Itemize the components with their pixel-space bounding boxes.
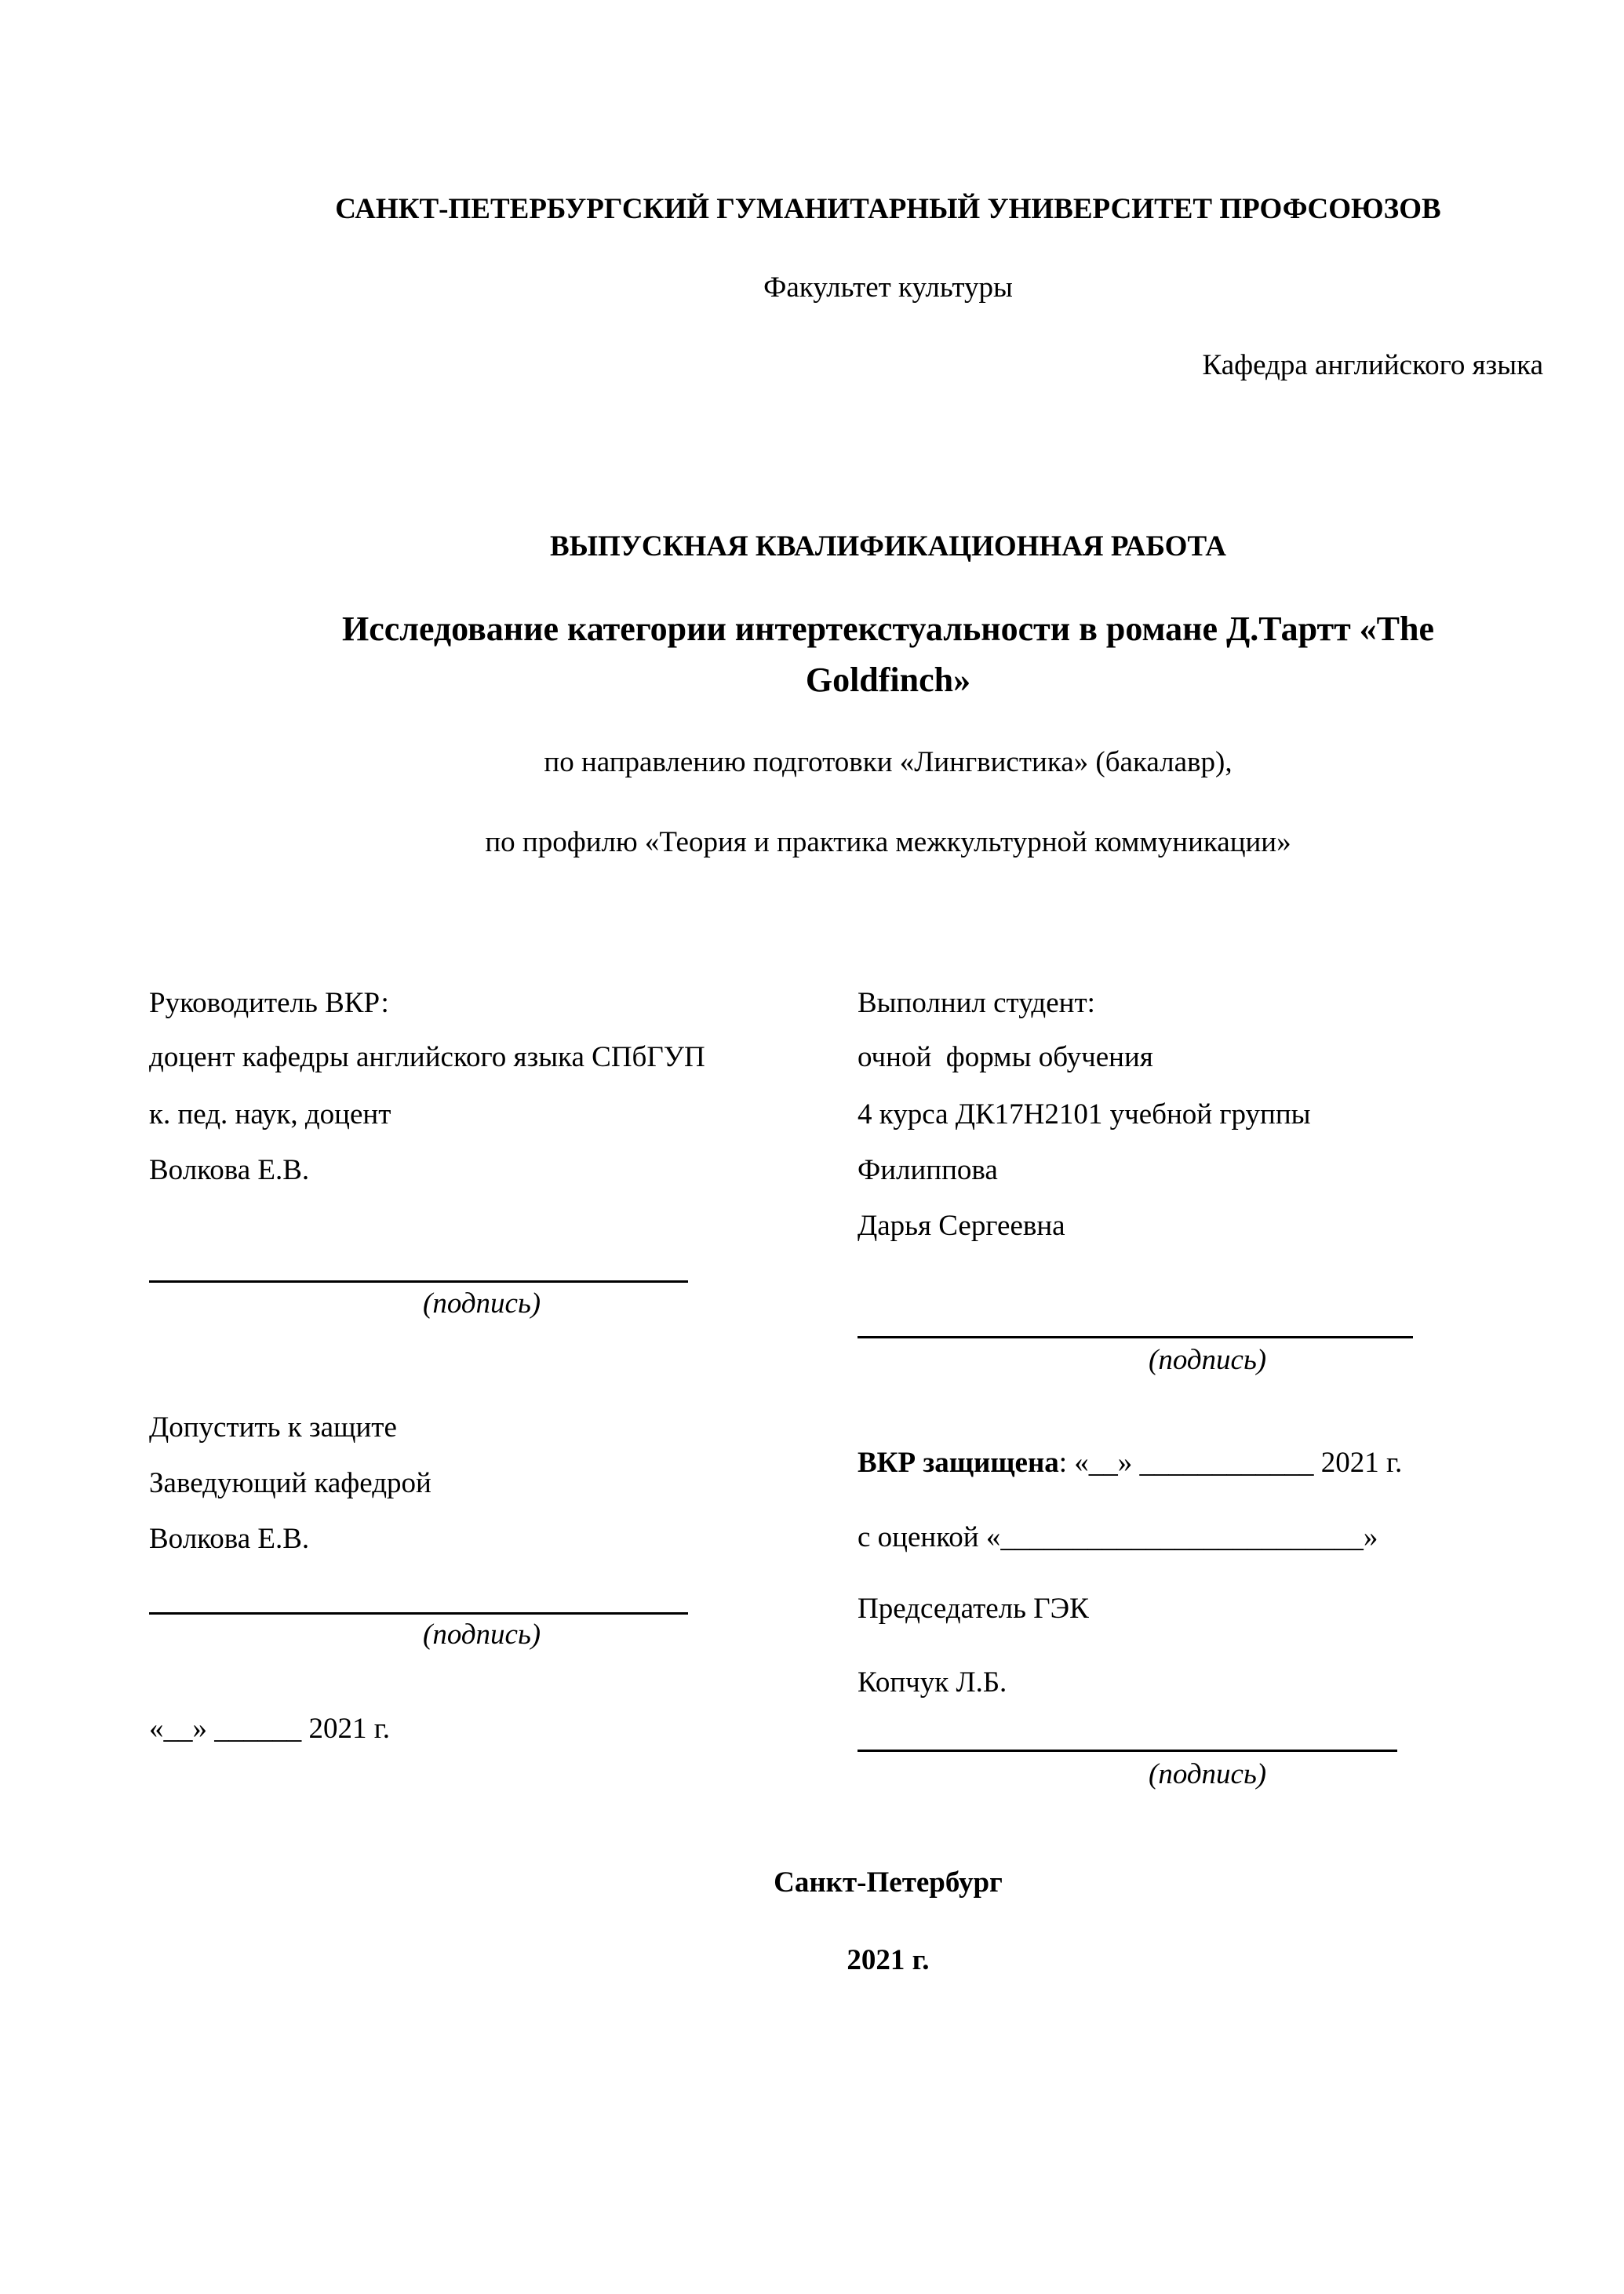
- student-surname: Филиппова: [858, 1154, 998, 1186]
- supervisor-name: Волкова Е.В.: [149, 1154, 310, 1186]
- admission-signature-caption: (подпись): [423, 1619, 541, 1651]
- defense-date: : «__» ____________ 2021 г.: [1058, 1447, 1403, 1479]
- defense-status: [858, 1446, 1402, 1480]
- defense-label: ВКР защищена: [858, 1447, 1059, 1479]
- student-name: Дарья Сергеевна: [858, 1210, 1065, 1242]
- student-label: Выполнил студент:: [858, 987, 1095, 1019]
- student-study-form: очной формы обучения: [858, 1041, 1153, 1073]
- admission-label: Допустить к защите: [149, 1411, 397, 1444]
- chair-name: Копчук Л.Б.: [858, 1666, 1007, 1699]
- chair-role: Председатель ГЭК: [858, 1593, 1089, 1625]
- chair-signature-line: [858, 1750, 1397, 1752]
- admission-name: Волкова Е.В.: [149, 1523, 310, 1555]
- supervisor-position: доцент кафедры английского языка СПбГУП: [149, 1041, 705, 1073]
- student-group: 4 курса ДК17Н2101 учебной группы: [858, 1098, 1311, 1131]
- admission-signature-line: [149, 1612, 688, 1615]
- work-title-line1: Исследование категории интертекстуальности в романе Д.Тартт «The: [341, 610, 1435, 648]
- work-title-line2: Goldfinch»: [805, 661, 971, 699]
- admission-role: Заведующий кафедрой: [149, 1467, 431, 1499]
- supervisor-signature-caption: (подпись): [423, 1287, 541, 1320]
- study-direction: по направлению подготовки «Лингвистика» (бакалавр),: [544, 746, 1233, 778]
- supervisor-label: Руководитель ВКР:: [149, 987, 389, 1019]
- footer-city: Санкт-Петербург: [774, 1866, 1003, 1899]
- study-profile: по профилю «Теория и практика межкультурной коммуникации»: [485, 826, 1291, 858]
- student-signature-caption: (подпись): [1149, 1344, 1267, 1376]
- faculty-name: Факультет культуры: [763, 271, 1013, 304]
- footer-year: 2021 г.: [847, 1944, 930, 1976]
- defense-grade: с оценкой «_________________________»: [858, 1521, 1378, 1553]
- supervisor-degree: к. пед. наук, доцент: [149, 1098, 391, 1131]
- student-signature-line: [858, 1336, 1413, 1338]
- chair-signature-caption: (подпись): [1149, 1758, 1267, 1790]
- admission-date: «__» ______ 2021 г.: [149, 1713, 391, 1745]
- work-type: ВЫПУСКНАЯ КВАЛИФИКАЦИОННАЯ РАБОТА: [549, 530, 1227, 563]
- supervisor-signature-line: [149, 1280, 688, 1283]
- department-name: Кафедра английского языка: [1202, 349, 1543, 381]
- university-name: САНКТ-ПЕТЕРБУРГСКИЙ ГУМАНИТАРНЫЙ УНИВЕРСИТЕТ ПРОФСОЮЗОВ: [335, 193, 1441, 225]
